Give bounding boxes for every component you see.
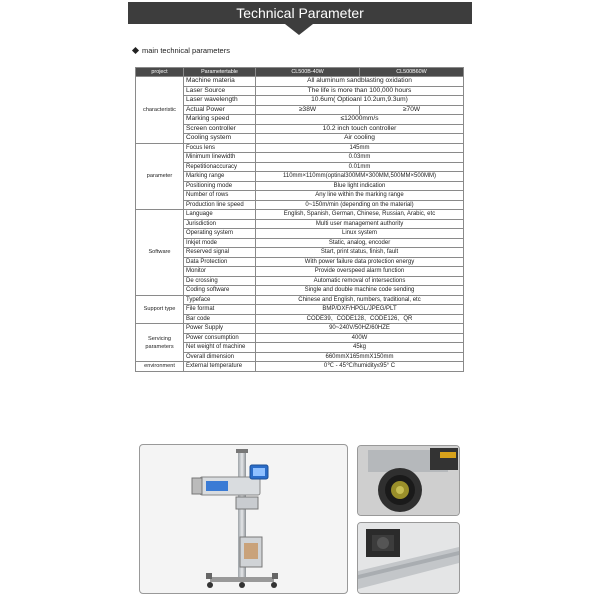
param-value: All aluminum sandblasting oxidation — [256, 77, 464, 87]
param-name: De crossing — [184, 276, 256, 286]
param-value: 145mm — [256, 143, 464, 153]
spec-row — [136, 115, 464, 125]
spec-row — [136, 124, 464, 134]
group-label: characteristic — [136, 77, 184, 144]
spec-row — [136, 172, 464, 182]
param-value: Chinese and English, numbers, traditional, etc — [256, 295, 464, 305]
spec-row — [136, 134, 464, 144]
param-name: Jurisdiction — [184, 219, 256, 229]
group-label: Servicing parameters — [136, 324, 184, 362]
param-value: 0.03mm — [256, 153, 464, 163]
spec-row — [136, 295, 464, 305]
spec-row — [136, 352, 464, 362]
param-value: 45kg — [256, 343, 464, 353]
spec-row — [136, 314, 464, 324]
param-name: Language — [184, 210, 256, 220]
param-value: ≤12000mm/s — [256, 115, 464, 125]
diamond-bullet-icon — [132, 47, 139, 54]
param-value: 10.2 inch touch controller — [256, 124, 464, 134]
spec-row — [136, 324, 464, 334]
param-name: Actual Power — [184, 105, 256, 115]
spec-row — [136, 238, 464, 248]
spec-row — [136, 276, 464, 286]
param-value: ≥70W — [360, 105, 464, 115]
param-value: Linux system — [256, 229, 464, 239]
laser-head-closeup-photo — [357, 445, 460, 516]
laser-marking-machine-photo — [139, 444, 348, 594]
spec-row — [136, 105, 464, 115]
header-parametertable: Parametertable — [184, 68, 256, 77]
param-name: Monitor — [184, 267, 256, 277]
spec-row — [136, 96, 464, 106]
header-model-60w: CL500B60W — [360, 68, 464, 77]
rail-illustration — [358, 523, 459, 593]
spec-row — [136, 191, 464, 201]
param-name: Marking range — [184, 172, 256, 182]
spec-row — [136, 219, 464, 229]
param-value: 660mmX165mmX150mm — [256, 352, 464, 362]
param-value: 110mm×110mm(optinal300MM×300MM,500MM×500MM) — [256, 172, 464, 182]
spec-table — [135, 67, 464, 372]
spec-row — [136, 343, 464, 353]
param-value: Provide overspeed alarm function — [256, 267, 464, 277]
group-label: Support type — [136, 295, 184, 324]
spec-row — [136, 153, 464, 163]
param-name: Focus lens — [184, 143, 256, 153]
param-name: Overall dimension — [184, 352, 256, 362]
banner-notch — [285, 24, 313, 35]
param-name: Coding software — [184, 286, 256, 296]
param-value: 0.01mm — [256, 162, 464, 172]
param-name: Machine materia — [184, 77, 256, 87]
group-label: Software — [136, 210, 184, 296]
param-name: Minimum linewidth — [184, 153, 256, 163]
spec-row — [136, 86, 464, 96]
spec-row — [136, 305, 464, 315]
param-value: 0~150m/min (depending on the material) — [256, 200, 464, 210]
param-name: Marking speed — [184, 115, 256, 125]
section-title — [133, 46, 230, 55]
param-name: Inkjet mode — [184, 238, 256, 248]
param-value: CODE39、CODE128、CODE126、QR — [256, 314, 464, 324]
marking-machine-illustration — [140, 445, 347, 593]
group-label: environment — [136, 362, 184, 372]
param-name: Operating system — [184, 229, 256, 239]
param-name: Laser Source — [184, 86, 256, 96]
param-value: 10.6um( Optioanl 10.2um,9.3um) — [256, 96, 464, 106]
param-name: Cooling system — [184, 134, 256, 144]
param-name: Laser wavelength — [184, 96, 256, 106]
param-value: Blue light indication — [256, 181, 464, 191]
param-value: Air cooling — [256, 134, 464, 144]
param-value: Static, analog, encoder — [256, 238, 464, 248]
header-project: project — [136, 68, 184, 77]
spec-row — [136, 362, 464, 372]
param-name: External temperature — [184, 362, 256, 372]
param-name: Net weight of machine — [184, 343, 256, 353]
spec-table-header — [136, 68, 464, 77]
param-name: Typeface — [184, 295, 256, 305]
spec-row — [136, 143, 464, 153]
param-name: Data Protection — [184, 257, 256, 267]
param-value: 0℃ - 45℃/humidity≤95° C — [256, 362, 464, 372]
spec-row — [136, 77, 464, 87]
header-model-40w: CL500B-40W — [256, 68, 360, 77]
spec-row — [136, 333, 464, 343]
param-name: Reserved signal — [184, 248, 256, 258]
param-value: Multi user management authority — [256, 219, 464, 229]
param-value: Single and double machine code sending — [256, 286, 464, 296]
param-name: Power Supply — [184, 324, 256, 334]
param-value: 90~240V/50HZ/60HZE — [256, 324, 464, 334]
section-banner — [128, 2, 472, 24]
param-value: Automatic removal of intersections — [256, 276, 464, 286]
param-value: English, Spanish, German, Chinese, Russian, Arabic, etc — [256, 210, 464, 220]
group-label: parameter — [136, 143, 184, 210]
spec-row — [136, 286, 464, 296]
spec-row — [136, 162, 464, 172]
spec-row — [136, 229, 464, 239]
param-name: Production line speed — [184, 200, 256, 210]
param-name: File format — [184, 305, 256, 315]
spec-row — [136, 210, 464, 220]
spec-row — [136, 181, 464, 191]
param-name: Bar code — [184, 314, 256, 324]
spec-row — [136, 200, 464, 210]
spec-row — [136, 248, 464, 258]
param-name: Screen controller — [184, 124, 256, 134]
param-name: Repetitionaccuracy — [184, 162, 256, 172]
marking-head-rail-photo — [357, 522, 460, 594]
param-name: Number of rows — [184, 191, 256, 201]
param-name: Positioning mode — [184, 181, 256, 191]
page-title: Technical Parameter — [236, 5, 364, 21]
param-value: ≥38W — [256, 105, 360, 115]
section-title-text: main technical parameters — [142, 46, 230, 55]
param-value: 400W — [256, 333, 464, 343]
param-value: BMP/DXF/HPGL/JPEG/PLT — [256, 305, 464, 315]
spec-row — [136, 267, 464, 277]
param-value: The life is more than 100,000 hours — [256, 86, 464, 96]
laser-head-illustration — [358, 446, 459, 515]
spec-row — [136, 257, 464, 267]
param-value: With power failure data protection energy — [256, 257, 464, 267]
param-value: Start, print status, finish, fault — [256, 248, 464, 258]
param-value: Any line within the marking range — [256, 191, 464, 201]
param-name: Power consumption — [184, 333, 256, 343]
